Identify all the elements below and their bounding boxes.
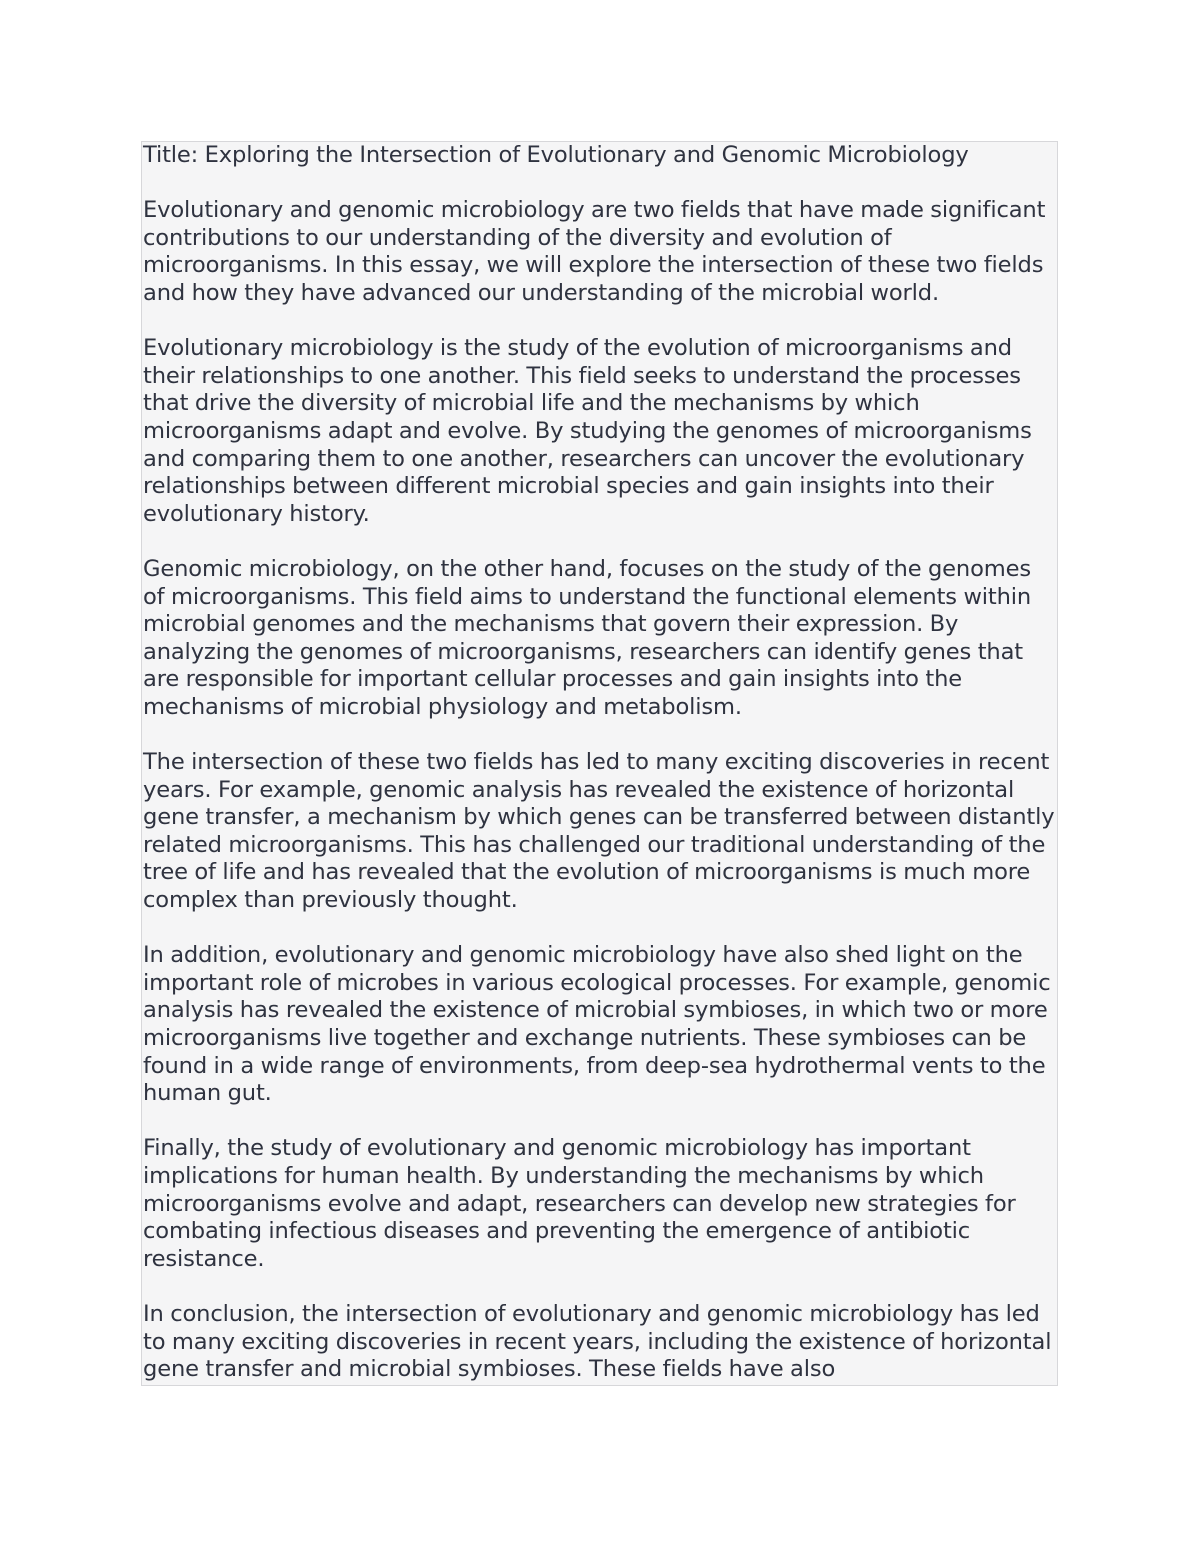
paragraph-ecology: In addition, evolutionary and genomic microbiology have also shed light on the important role of microbes in various ecological processes. For example, genomic analysis has revealed the existence of microbial symbioses, in which two or more microorganisms live together and exchange nutrients. These symbioses can be found in a wide range of environments, from deep-sea hydrothermal vents to the human gut. <box>143 942 1051 1107</box>
paragraph-intro: Evolutionary and genomic microbiology are two fields that have made significant contributions to our understanding of the diversity and evolution of microorganisms. In this essay, we will explore the intersection of these two fields and how they have advanced our understanding of the microbial world. <box>143 197 1046 306</box>
paragraph-conclusion: In conclusion, the intersection of evolutionary and genomic microbiology has led to many exciting discoveries in recent years, including the existence of horizontal gene transfer and microbial symbioses. These fields have also <box>143 1300 1052 1383</box>
paragraph-genomic-microbiology: Genomic microbiology, on the other hand, focuses on the study of the genomes of microorganisms. This field aims to understand the functional elements within microbial genomes and the mechanisms that govern their expression. By analyzing the genomes of microorganisms, researchers can identify genes that are responsible for important cellular processes and gain insights into the mechanisms of microbial physiology and metabolism. <box>143 555 1032 720</box>
paragraph-intersection: The intersection of these two fields has led to many exciting discoveries in recent years. For example, genomic analysis has revealed the existence of horizontal gene transfer, a mechanism by which genes can be transferred between distantly related microorganisms. This has challenged our traditional understanding of the tree of life and has revealed that the evolution of microorganisms is much more complex than previously thought. <box>143 749 1055 914</box>
essay-title: Title: Exploring the Intersection of Evolutionary and Genomic Microbiology <box>143 142 969 168</box>
paragraph-human-health: Finally, the study of evolutionary and genomic microbiology has important implications for human health. By understanding the mechanisms by which microorganisms evolve and adapt, researchers can develop new strategies for combating infectious diseases and preventing the emergence of antibiotic resistance. <box>143 1135 1016 1272</box>
paragraph-evolutionary-microbiology: Evolutionary microbiology is the study of the evolution of microorganisms and their relationships to one another. This field seeks to understand the processes that drive the diversity of microbial life and the mechanisms by which microorganisms adapt and evolve. By studying the genomes of microorganisms and comparing them to one another, researchers can uncover the evolutionary relationships between different microbial species and gain insights into their evolutionary history. <box>143 335 1032 527</box>
essay-body <box>143 142 1057 1384</box>
essay-text-box <box>141 141 1058 1386</box>
